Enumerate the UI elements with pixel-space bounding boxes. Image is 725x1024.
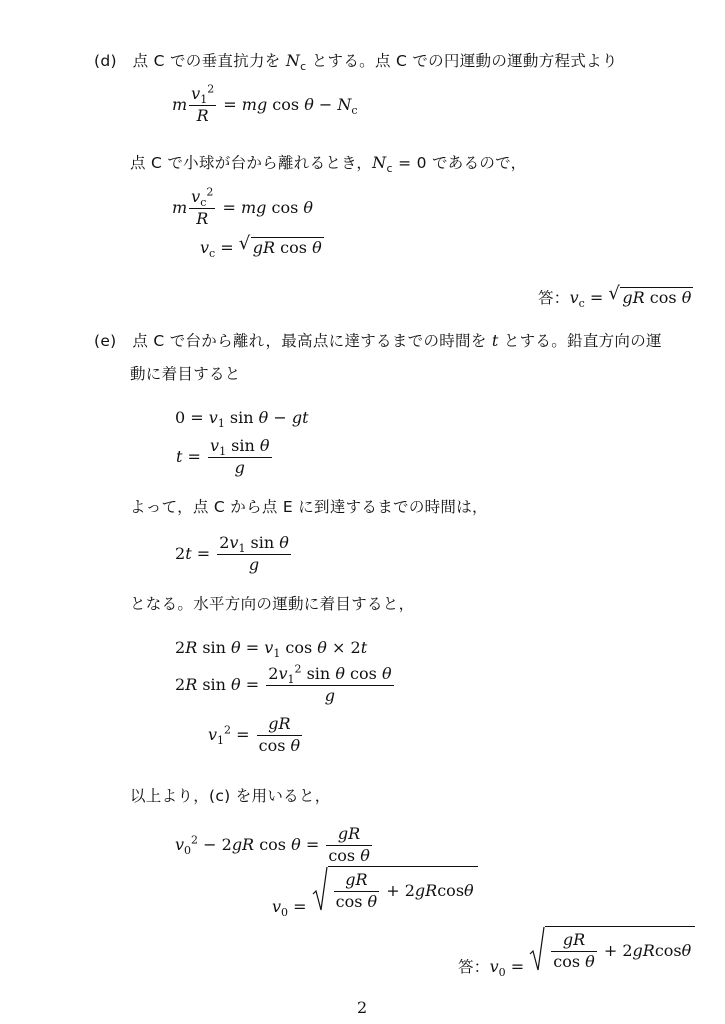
part-e-text4: 以上より，(c) を用いると，: [130, 787, 331, 805]
part-e-eq3: 2t = $\frac{2v_1 \sin \theta}{g}$: [175, 533, 289, 574]
part-d-intro: (d) 点 C での垂直抗力を $N_c$ とする。点 C での円運動の運動方程式より: [94, 51, 618, 74]
part-d-eq3: $v_c$ = √ gR cos θ: [200, 237, 324, 256]
part-e-intro-line2: 動に着目すると: [130, 365, 241, 383]
part-e-eq2: t = $\frac{v_1 \sin \theta}{g}$: [176, 436, 270, 477]
part-e-text3: となる。水平方向の運動に着目すると，: [130, 595, 415, 613]
part-e-answer: 答：$v_0$ = $\frac{gR}{\text{cos θ}}$ + 2 gR cos θ: [458, 926, 695, 976]
page-number: 2: [357, 998, 368, 1017]
part-e-intro-line1: (e) 点 C で台から離れ，最高点に達するまでの時間を t とする。鉛直方向の運: [94, 331, 662, 350]
part-e-eq8: $v_0$ = $\frac{gR}{\text{cos θ}}$ + 2 gR cos θ: [272, 866, 478, 915]
part-d-eq2: m $\frac{v_c^2}{R}$ = mg cos θ: [172, 185, 314, 228]
part-e-eq5: 2R sin θ = $\frac{2v_1^2 \sin \theta \cos \theta}{g}$: [175, 662, 392, 705]
part-e-eq4: 2R $\sin \theta = v_1$ cos θ × 2t: [175, 638, 368, 661]
part-d-condition: 点 C で小球が台から離れるとき，$N_c = 0$ であるので，: [130, 153, 527, 176]
part-e-text2: よって，点 C から点 E に到達するまでの時間は，: [130, 498, 488, 516]
part-e-eq6: $v_1^2$ = $\frac{gR}{\text{cos θ}}$: [208, 714, 301, 755]
part-e-eq1: $0 = v_1$ sin θ − gt: [175, 408, 309, 431]
part-d-answer: 答：$v_c$ = √ gR cos θ: [538, 287, 693, 307]
part-e-eq7: $v_0^2 - 2gR$ cos θ = $\frac{gR}{\text{cos θ}}$: [175, 824, 370, 865]
part-d-eq1: m $\frac{v_1^2}{R}$ = mg $\cos \theta - N_c$: [172, 82, 358, 125]
